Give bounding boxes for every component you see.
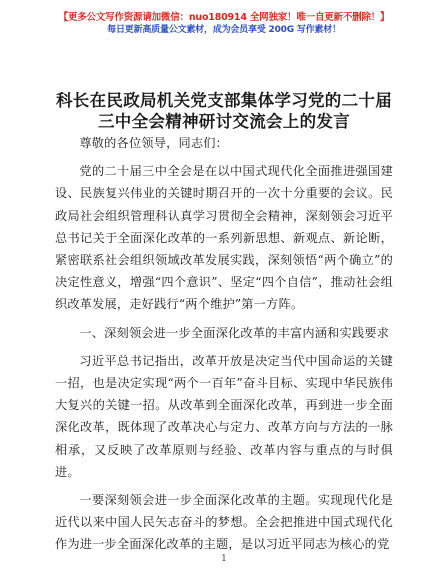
- promo-banner-line1: 【更多公文写作资源请加微信：nuo180914 全网独家！唯一自更新不删除！】: [58, 12, 390, 23]
- title-line-2: 三中全会精神研讨交流会上的发言: [98, 112, 350, 131]
- paragraph-intro: 党的二十届三中全会是在以中国式现代化全面推进强国建设、民族复兴伟业的关键时期召开的一次十分重要的会议。民政局社会组织管理科认真学习贯彻全会精神，深刻领会习近平总书记关于全面深化改革的一系列新思想、新观点、新论断，紧密联系社会组织领域改革发展实践，深刻领悟“两个确立”的决定性意义，增强“四个意识”、坚定“四个自信”，推动社会组织改革发展，走好践行“两个维护”第一方阵。: [55, 164, 393, 312]
- section-heading: 一、深刻领会进一步全面深化改革的丰富内涵和实践要求: [79, 325, 390, 340]
- document-title: [0, 90, 448, 132]
- salutation: 尊敬的各位领导，同志们：: [79, 136, 229, 150]
- paragraph-theme: 一要深刻领会进一步全面深化改革的主题。实现现代化是近代以来中国人民矢志奋斗的梦想。全会把推进中国式现代化作为进一步全面深化改革的主题，是以习近平同志为核心的党: [55, 493, 393, 552]
- promo-banner-line2: 每日更新高质量公文素材，成为会员享受 200G 写作素材！: [107, 25, 341, 35]
- paragraph-reform: 习近平总书记指出，改革开放是决定当代中国命运的关键一招，也是决定实现“两个一百年”奋斗目标、实现中华民族伟大复兴的关键一招。从改革到全面深化改革，再到进一步全面深化改革，既体现了改革决心与定力、改革方向与方法的一脉相承，又反映了改革原则与经验、改革内容与重点的与时俱进。: [55, 353, 393, 479]
- title-line-1: 科长在民政局机关党支部集体学习党的二十届: [56, 91, 392, 110]
- page-number: 1: [221, 554, 227, 564]
- document-body: [55, 132, 393, 556]
